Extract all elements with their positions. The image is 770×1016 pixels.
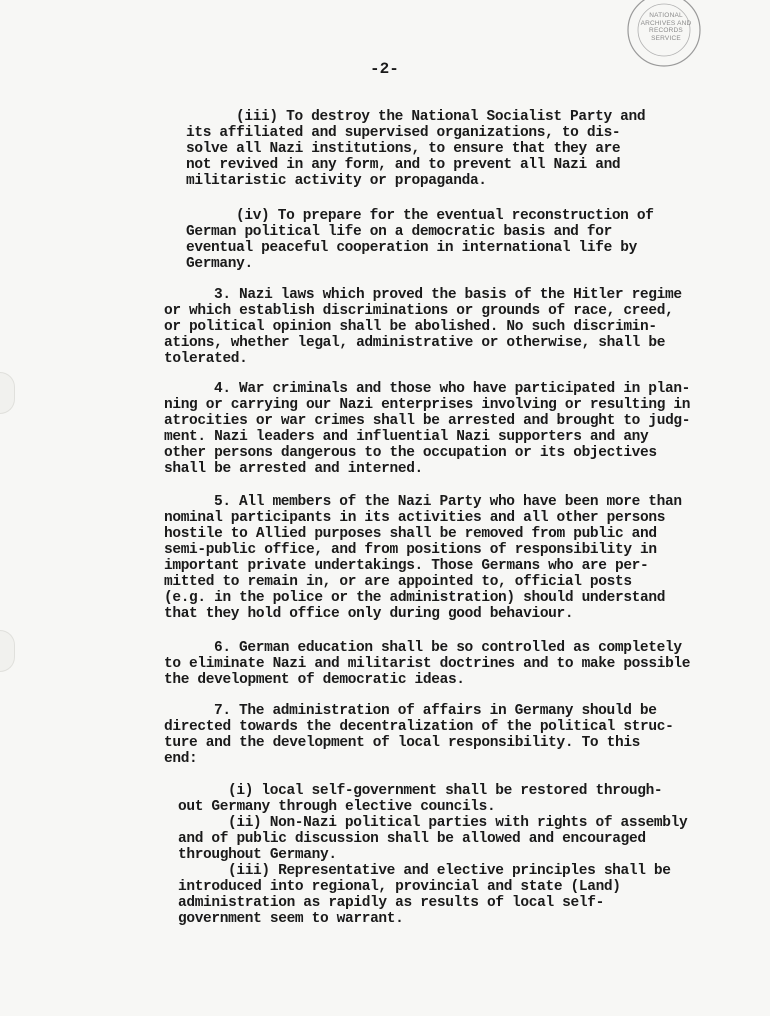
text-line: out Germany through elective councils. <box>178 799 496 815</box>
text-line: to eliminate Nazi and militarist doctrines and to make possible <box>164 656 691 672</box>
text-line: (iii) To destroy the National Socialist Party and <box>236 109 646 125</box>
punch-hole <box>0 630 15 672</box>
punch-hole <box>0 372 15 414</box>
text-line: ations, whether legal, administrative or otherwise, shall be <box>164 335 666 351</box>
text-line: or political opinion shall be abolished. No such discrimin- <box>164 319 657 335</box>
text-line: (i) local self-government shall be restored through- <box>228 783 663 799</box>
text-line: 7. The administration of affairs in Germany should be <box>214 703 657 719</box>
text-line: eventual peaceful cooperation in international life by <box>186 240 637 256</box>
text-line: end: <box>164 751 198 767</box>
text-line: tolerated. <box>164 351 248 367</box>
text-line: its affiliated and supervised organizations, to dis- <box>186 125 621 141</box>
text-line: solve all Nazi institutions, to ensure that they are <box>186 141 621 157</box>
text-line: government seem to warrant. <box>178 911 404 927</box>
text-line: 5. All members of the Nazi Party who have been more than <box>214 494 682 510</box>
text-line: 3. Nazi laws which proved the basis of the Hitler regime <box>214 287 682 303</box>
text-line: 4. War criminals and those who have participated in plan- <box>214 381 691 397</box>
text-line: ment. Nazi leaders and influential Nazi supporters and any <box>164 429 649 445</box>
text-line: (iii) Representative and elective principles shall be <box>228 863 671 879</box>
text-line: (iv) To prepare for the eventual reconstruction of <box>236 208 654 224</box>
text-line: (ii) Non-Nazi political parties with rights of assembly <box>228 815 688 831</box>
text-line: and of public discussion shall be allowed and encouraged <box>178 831 646 847</box>
text-line: ning or carrying our Nazi enterprises involving or resulting in <box>164 397 691 413</box>
text-line: important private undertakings. Those Germans who are per- <box>164 558 649 574</box>
text-line: hostile to Allied purposes shall be removed from public and <box>164 526 657 542</box>
text-line: ture and the development of local responsibility. To this <box>164 735 641 751</box>
text-line: nominal participants in its activities and all other persons <box>164 510 666 526</box>
text-line: mitted to remain in, or are appointed to, official posts <box>164 574 632 590</box>
text-line: that they hold office only during good behaviour. <box>164 606 574 622</box>
text-line: administration as rapidly as results of local self- <box>178 895 604 911</box>
archives-stamp <box>618 0 702 76</box>
text-line: throughout Germany. <box>178 847 337 863</box>
text-line: 6. German education shall be so controlled as completely <box>214 640 682 656</box>
text-line: shall be arrested and interned. <box>164 461 423 477</box>
text-line: directed towards the decentralization of the political struc- <box>164 719 674 735</box>
stamp-text: NATIONAL ARCHIVES AND RECORDS SERVICE <box>640 12 692 42</box>
page-number: -2- <box>370 60 399 78</box>
text-line: militaristic activity or propaganda. <box>186 173 487 189</box>
text-line: German political life on a democratic basis and for <box>186 224 612 240</box>
text-line: introduced into regional, provincial and state (Land) <box>178 879 621 895</box>
text-line: atrocities or war crimes shall be arrested and brought to judg- <box>164 413 691 429</box>
text-line: (e.g. in the police or the administration) should understand <box>164 590 666 606</box>
text-line: semi-public office, and from positions of responsibility in <box>164 542 657 558</box>
text-line: not revived in any form, and to prevent all Nazi and <box>186 157 621 173</box>
text-line: other persons dangerous to the occupation or its objectives <box>164 445 657 461</box>
text-line: Germany. <box>186 256 253 272</box>
text-line: the development of democratic ideas. <box>164 672 465 688</box>
text-line: or which establish discriminations or grounds of race, creed, <box>164 303 674 319</box>
